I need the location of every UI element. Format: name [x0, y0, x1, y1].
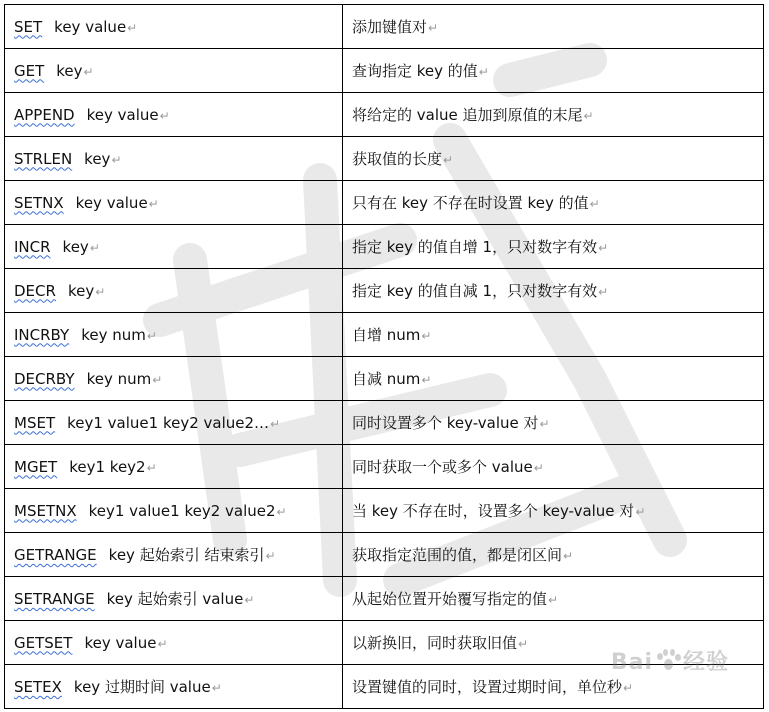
command-args: key — [67, 281, 95, 300]
table-row — [5, 533, 764, 577]
command-description: 自减 num — [352, 370, 421, 388]
command-table — [4, 4, 764, 709]
table-row — [5, 313, 764, 357]
command-description: 指定 key 的值自增 1，只对数字有效 — [352, 238, 598, 256]
command-cell — [5, 5, 343, 49]
paragraph-mark-icon: ↵ — [589, 197, 600, 211]
baidu-jingyan-logo: Bai 经验 — [610, 650, 729, 675]
paw-icon — [655, 649, 681, 673]
command-name: GETRANGE — [14, 546, 97, 564]
command-description: 同时设置多个 key-value 对 — [352, 414, 539, 432]
command-cell — [5, 577, 343, 621]
command-name: GETSET — [14, 633, 73, 652]
command-cell — [5, 665, 343, 709]
paragraph-mark-icon: ↵ — [244, 593, 255, 607]
command-name: MSET — [14, 413, 56, 432]
command-args: key1 value1 key2 value2… — [67, 413, 270, 432]
paragraph-mark-icon: ↵ — [598, 285, 609, 299]
paragraph-mark-icon: ↵ — [127, 20, 138, 35]
command-description: 查询指定 key 的值 — [352, 62, 478, 80]
command-args: key value — [84, 633, 157, 652]
description-cell — [343, 225, 764, 269]
paragraph-mark-icon: ↵ — [111, 152, 122, 167]
paragraph-mark-icon: ↵ — [533, 461, 544, 475]
description-cell — [343, 137, 764, 181]
table-row — [5, 489, 764, 533]
description-cell — [343, 577, 764, 621]
command-name: SETNX — [14, 193, 64, 212]
command-cell — [5, 533, 343, 577]
command-name: MGET — [14, 457, 58, 476]
command-name: SETRANGE — [14, 590, 95, 608]
command-args: key value — [54, 17, 127, 36]
paragraph-mark-icon: ↵ — [421, 329, 432, 343]
command-cell — [5, 313, 343, 357]
command-args: key — [62, 237, 89, 256]
table-row — [5, 49, 764, 93]
command-args: key 起始索引 value — [106, 590, 244, 608]
command-cell — [5, 49, 343, 93]
table-row — [5, 357, 764, 401]
description-cell — [343, 533, 764, 577]
paragraph-mark-icon: ↵ — [518, 637, 529, 651]
command-args: key num — [81, 325, 146, 344]
command-args: key 起始索引 结束索引 — [108, 546, 265, 564]
paragraph-mark-icon: ↵ — [148, 196, 159, 211]
command-description: 当 key 不存在时，设置多个 key-value 对 — [352, 502, 635, 520]
description-cell — [343, 401, 764, 445]
paragraph-mark-icon: ↵ — [276, 504, 287, 519]
command-cell — [5, 93, 343, 137]
command-description: 自增 num — [352, 326, 421, 344]
command-cell — [5, 181, 343, 225]
command-name: MSETNX — [14, 501, 77, 520]
command-cell — [5, 225, 343, 269]
paragraph-mark-icon: ↵ — [598, 241, 609, 255]
description-cell — [343, 313, 764, 357]
command-name: SET — [14, 17, 43, 36]
paragraph-mark-icon: ↵ — [211, 681, 222, 695]
paragraph-mark-icon: ↵ — [265, 549, 276, 563]
command-description: 以新换旧，同时获取旧值 — [352, 634, 518, 652]
table-row — [5, 5, 764, 49]
paragraph-mark-icon: ↵ — [95, 284, 106, 299]
paragraph-mark-icon: ↵ — [563, 549, 574, 563]
command-description: 指定 key 的值自减 1，只对数字有效 — [352, 282, 598, 300]
command-args: key — [84, 149, 111, 168]
paragraph-mark-icon: ↵ — [583, 109, 594, 123]
description-cell — [343, 93, 764, 137]
command-args: key1 key2 — [69, 457, 146, 476]
paragraph-mark-icon: ↵ — [478, 65, 489, 79]
command-name: INCRBY — [14, 325, 70, 344]
command-cell — [5, 621, 343, 665]
paragraph-mark-icon: ↵ — [635, 505, 646, 519]
paragraph-mark-icon: ↵ — [89, 240, 100, 255]
command-args: key value — [75, 193, 148, 212]
command-description: 获取值的长度 — [352, 150, 443, 168]
command-cell — [5, 269, 343, 313]
table-row — [5, 137, 764, 181]
description-cell — [343, 49, 764, 93]
command-description: 设置键值的同时，设置过期时间，单位秒 — [352, 678, 623, 696]
table-row — [5, 225, 764, 269]
command-description: 只有在 key 不存在时设置 key 的值 — [352, 194, 589, 212]
paragraph-mark-icon: ↵ — [428, 21, 439, 35]
table-row — [5, 577, 764, 621]
command-description: 获取指定范围的值，都是闭区间 — [352, 546, 563, 564]
command-description: 从起始位置开始覆写指定的值 — [352, 590, 548, 608]
command-name: STRLEN — [14, 149, 73, 168]
command-name: GET — [14, 61, 45, 80]
paragraph-mark-icon: ↵ — [623, 681, 634, 695]
command-cell — [5, 401, 343, 445]
table-row — [5, 181, 764, 225]
paragraph-mark-icon: ↵ — [146, 460, 157, 475]
paragraph-mark-icon: ↵ — [539, 417, 550, 431]
command-args: key value — [86, 105, 159, 124]
paragraph-mark-icon: ↵ — [157, 636, 168, 651]
paragraph-mark-icon: ↵ — [443, 153, 454, 167]
command-args: key1 value1 key2 value2 — [88, 501, 276, 520]
table-row — [5, 401, 764, 445]
paragraph-mark-icon: ↵ — [270, 416, 281, 431]
paragraph-mark-icon: ↵ — [83, 64, 94, 79]
table-row — [5, 445, 764, 489]
command-name: DECR — [14, 281, 56, 300]
command-args: key — [56, 61, 83, 80]
paragraph-mark-icon: ↵ — [159, 108, 170, 123]
command-args: key 过期时间 value — [73, 678, 211, 696]
command-cell — [5, 137, 343, 181]
command-cell — [5, 357, 343, 401]
command-args: key num — [86, 369, 152, 388]
command-name: SETEX — [14, 678, 62, 696]
command-description: 将给定的 value 追加到原值的末尾 — [352, 106, 583, 124]
description-cell — [343, 5, 764, 49]
description-cell — [343, 269, 764, 313]
command-name: INCR — [14, 237, 51, 256]
description-cell — [343, 357, 764, 401]
command-cell — [5, 489, 343, 533]
paragraph-mark-icon: ↵ — [146, 328, 157, 343]
paragraph-mark-icon: ↵ — [152, 372, 163, 387]
table-row — [5, 269, 764, 313]
description-cell — [343, 445, 764, 489]
command-description: 同时获取一个或多个 value — [352, 458, 533, 476]
description-cell — [343, 181, 764, 225]
paragraph-mark-icon: ↵ — [421, 373, 432, 387]
command-name: DECRBY — [14, 369, 75, 388]
command-cell — [5, 445, 343, 489]
table-row — [5, 93, 764, 137]
description-cell — [343, 489, 764, 533]
command-name: APPEND — [14, 105, 75, 124]
paragraph-mark-icon: ↵ — [548, 593, 559, 607]
command-description: 添加键值对 — [352, 18, 428, 36]
